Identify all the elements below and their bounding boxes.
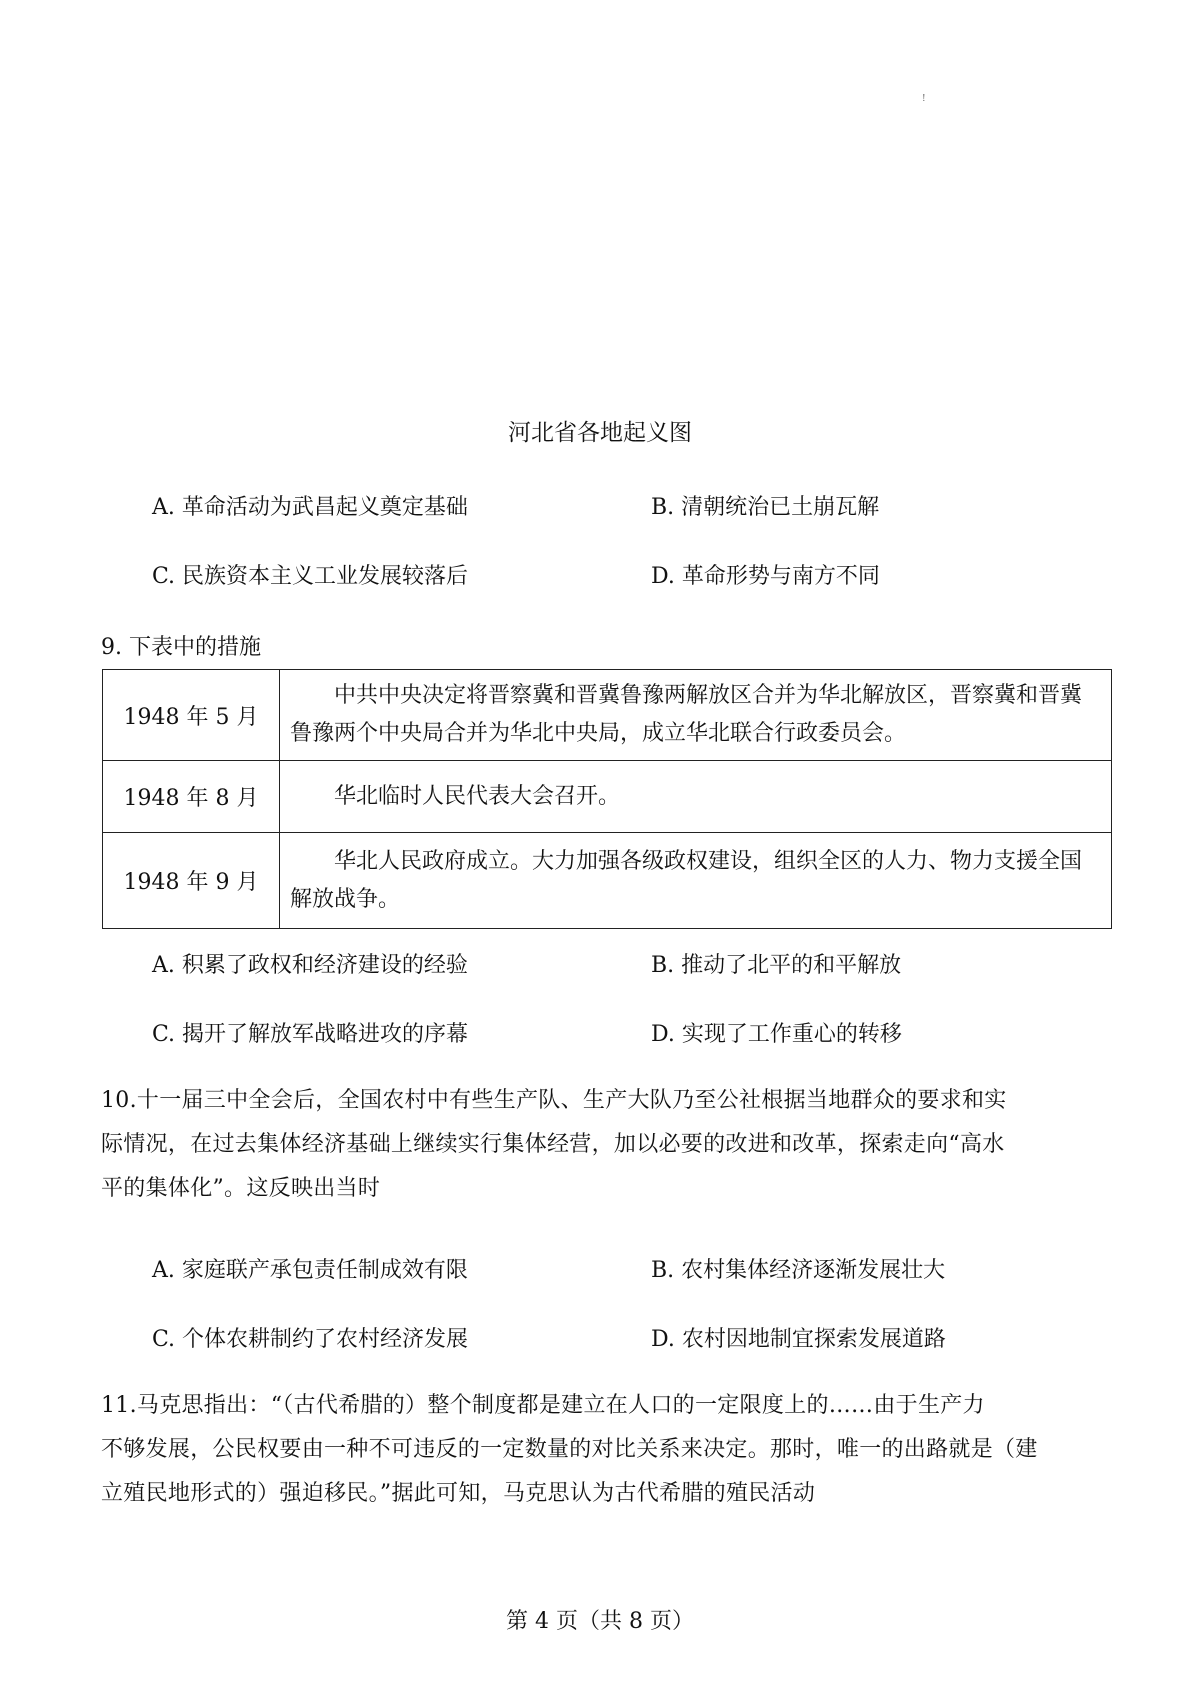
question-text: 十一届三中全会后，全国农村中有些生产队、生产大队乃至公社根据当地群众的要求和实 [136,1088,1007,1113]
q10-stem [101,1079,1007,1211]
table-date-cell: 1948 年 5 月 [103,670,280,761]
option-text: 清朝统治已土崩瓦解 [681,495,880,520]
q9-option-d[interactable] [651,1017,902,1048]
question-text: 下表中的措施 [129,635,262,660]
option-text: 推动了北平的和平解放 [681,953,902,978]
option-text: 揭开了解放军战略进攻的序幕 [182,1022,469,1047]
option-text: 家庭联产承包责任制成效有限 [181,1258,468,1283]
question-line: 不够发展，公民权要由一种不可违反的一定数量的对比关系来决定。那时，唯一的出路就是（建 [101,1437,1038,1462]
question-number: 10. [101,1088,137,1113]
table-row [103,833,1112,929]
option-text: 实现了工作重心的转移 [681,1022,902,1047]
table-row [103,670,1112,761]
question-line: 立殖民地形式的）强迫移民。”据此可知，马克思认为古代希腊的殖民活动 [101,1481,816,1506]
table-row [103,761,1112,833]
option-text: 农村因地制宜探索发展道路 [681,1327,946,1352]
top-mark: ! [922,94,926,104]
option-text: 积累了政权和经济建设的经验 [181,953,468,978]
option-text: 革命活动为武昌起义奠定基础 [181,495,468,520]
measures-table [102,669,1112,929]
question-line: 际情况，在过去集体经济基础上继续实行集体经营，加以必要的改进和改革，探索走向“高水 [101,1132,1005,1157]
q9-option-b[interactable] [651,948,901,979]
question-number: 9. [101,635,122,660]
q10-option-b[interactable] [651,1253,945,1284]
map-figure-area [100,120,1100,400]
question-text: 马克思指出：“（古代希腊的）整个制度都是建立在人口的一定限度上的……由于生产力 [136,1393,985,1418]
q10-option-a[interactable] [152,1253,468,1284]
question-line: 平的集体化”。这反映出当时 [101,1176,381,1201]
question-number: 11. [101,1393,137,1418]
option-label: A. [152,953,175,978]
option-label: C. [152,1327,176,1352]
option-label: D. [651,1022,675,1047]
q8-option-b[interactable] [651,490,879,521]
option-label: D. [651,1327,675,1352]
option-label: B. [651,1258,675,1283]
option-text: 农村集体经济逐渐发展壮大 [681,1258,946,1283]
table-date-cell: 1948 年 9 月 [103,833,280,929]
page-footer: 第 4 页（共 8 页） [506,1609,694,1634]
option-label: A. [152,495,175,520]
option-label: B. [651,495,675,520]
option-label: C. [152,564,176,589]
table-content-cell: 华北临时人民代表大会召开。 [280,761,1112,833]
option-text: 民族资本主义工业发展较落后 [182,564,469,589]
question-line [101,1384,1038,1428]
table-content-cell: 华北人民政府成立。大力加强各级政权建设，组织全区的人力、物力支援全国解放战争。 [280,833,1112,929]
q8-option-d[interactable] [651,559,880,590]
q9-option-c[interactable] [152,1017,468,1048]
q10-option-d[interactable] [651,1322,946,1353]
option-label: C. [152,1022,176,1047]
option-label: A. [152,1258,175,1283]
q8-option-a[interactable] [152,490,468,521]
question-line [101,1079,1007,1123]
option-text: 个体农耕制约了农村经济发展 [182,1327,469,1352]
q9-stem [101,630,261,661]
table-date-cell: 1948 年 8 月 [103,761,280,833]
figure-caption: 河北省各地起义图 [508,420,692,446]
q8-option-c[interactable] [152,559,468,590]
q9-option-a[interactable] [152,948,468,979]
q10-option-c[interactable] [152,1322,468,1353]
table-content-cell: 中共中央决定将晋察冀和晋冀鲁豫两解放区合并为华北解放区，晋察冀和晋冀鲁豫两个中央局合并为华北中央局，成立华北联合行政委员会。 [280,670,1112,761]
option-label: D. [651,564,675,589]
q11-stem [101,1384,1038,1516]
option-text: 革命形势与南方不同 [681,564,880,589]
option-label: B. [651,953,675,978]
